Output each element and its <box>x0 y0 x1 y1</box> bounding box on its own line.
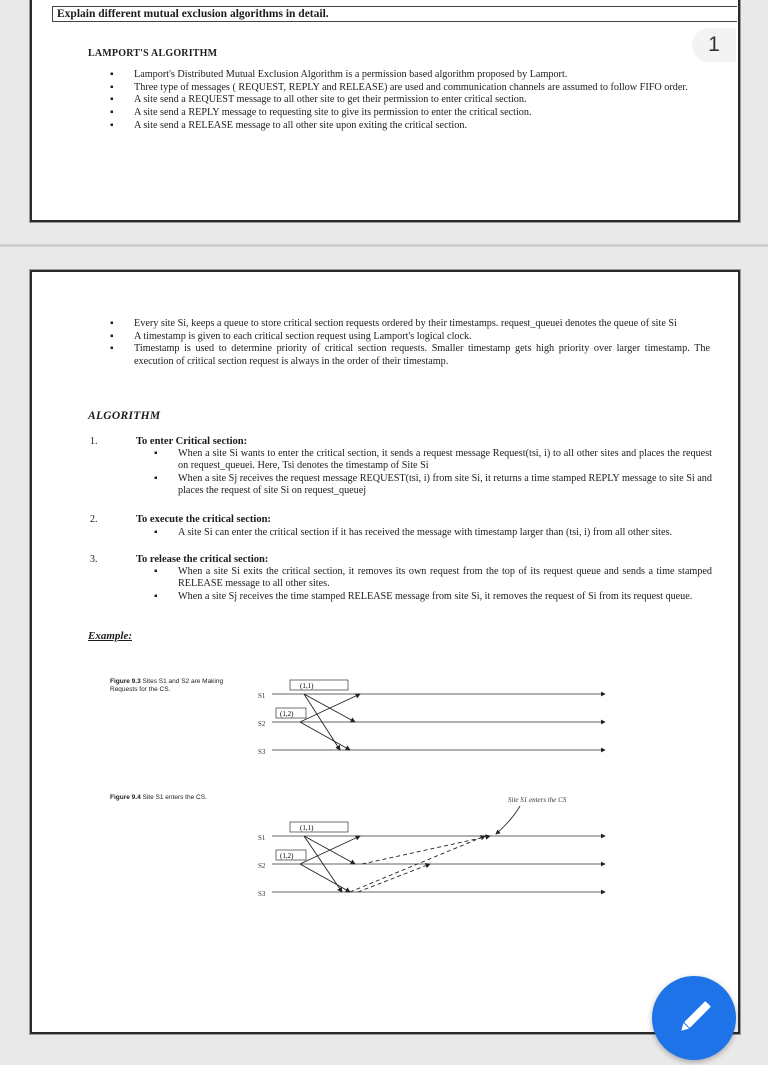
page-divider <box>0 244 768 247</box>
step-number: 3. <box>90 554 98 565</box>
step-2-items <box>154 527 712 540</box>
page1-bullet: ▪ Lamport's Distributed Mutual Exclusion Algorithm is a permission based algorithm proposed by Lamport. <box>110 69 710 81</box>
step-number: 1. <box>90 436 98 447</box>
step-item: ▪ When a site Sj receives the time stamped RELEASE message from site Si, it removes the request of Si from its request queue. <box>154 591 712 603</box>
message-arrow <box>300 694 360 722</box>
page-number-indicator: 1 <box>692 28 736 62</box>
step-item: ▪ A site Si can enter the critical section if it has received the message with timestamp larger than (tsi, i) from all other sites. <box>154 527 712 539</box>
page1-bullet: ▪ Three type of messages ( REQUEST, REPLY and RELEASE) are used and communication channels are assumed to follow FIFO order. <box>110 82 710 94</box>
step-3-items <box>154 566 712 604</box>
site-label: S3 <box>258 890 266 898</box>
edit-fab-button[interactable] <box>652 976 736 1060</box>
reply-arrow <box>358 864 430 892</box>
step-title: To execute the critical section: <box>136 514 271 525</box>
message-arrow <box>300 836 360 864</box>
reply-arrow <box>362 836 490 864</box>
timestamp-label: (1,2) <box>280 710 294 718</box>
document-page-2 <box>30 270 740 1034</box>
page2-bullet: ▪ A timestamp is given to each critical section request using Lamport's logical clock. <box>110 331 710 343</box>
timestamp-box <box>290 822 348 832</box>
section-title: LAMPORT'S ALGORITHM <box>88 48 218 59</box>
example-label: Example: <box>88 630 132 642</box>
step-item: ▪ When a site Si wants to enter the critical section, it sends a request message Request(tsi, i) to all other sites and places the request on request_queuei. Here, Tsi denotes the timestamp of Site Si <box>154 448 712 472</box>
step-title: To enter Critical section: <box>136 436 248 447</box>
figure-caption: Figure 9.4 Site S1 enters the CS. <box>110 794 207 801</box>
figure-caption: Figure 9.3 Sites S1 and S2 are Making Requests for the CS. <box>110 678 224 693</box>
step-1-items <box>154 448 712 498</box>
figure-annotation: Site S1 enters the CS <box>508 796 567 804</box>
page2-bullet: ▪ Timestamp is used to determine priority of critical section requests. Smaller timestamp gets high priority over larger timestamp. The execution of critical section request is always in the order of their timestamp. <box>110 343 710 367</box>
page1-bullet: ▪ A site send a REQUEST message to all other site to get their permission to enter critical section. <box>110 94 710 106</box>
page1-bullet-list <box>110 69 710 133</box>
step-item: ▪ When a site Si exits the critical section, it removes its own request from the top of its request queue and sends a time stamped RELEASE message to all other sites. <box>154 566 712 590</box>
site-label: S1 <box>258 834 266 842</box>
pencil-icon <box>652 976 736 1060</box>
timestamp-label: (1,1) <box>300 824 314 832</box>
site-label: S1 <box>258 692 266 700</box>
timestamp-box <box>290 680 348 690</box>
step-number: 2. <box>90 514 98 525</box>
page2-bullet-list <box>110 318 710 368</box>
figure-9-4-diagram <box>250 792 610 908</box>
timestamp-label: (1,1) <box>300 682 314 690</box>
question-heading: Explain different mutual exclusion algorithms in detail. <box>52 6 737 22</box>
page1-bullet: ▪ A site send a RELEASE message to all other site upon exiting the critical section. <box>110 120 710 132</box>
algorithm-title: ALGORITHM <box>88 410 161 422</box>
figure-9-3-diagram <box>250 672 610 768</box>
message-arrow <box>300 864 350 892</box>
site-label: S3 <box>258 748 266 756</box>
step-item: ▪ When a site Sj receives the request message REQUEST(tsi, i) from site Si, it returns a time stamped REPLY message to site Si and places the request of site Si on request_queuej <box>154 473 712 497</box>
page2-bullet: ▪ Every site Si, keeps a queue to store critical section requests ordered by their timestamps. request_queuei denotes the queue of site Si <box>110 318 710 330</box>
site-label: S2 <box>258 720 266 728</box>
site-label: S2 <box>258 862 266 870</box>
annotation-arrow <box>496 806 520 834</box>
page1-bullet: ▪ A site send a REPLY message to requesting site to give its permission to enter the critical section. <box>110 107 710 119</box>
step-title: To release the critical section: <box>136 554 269 565</box>
timestamp-label: (1,2) <box>280 852 294 860</box>
